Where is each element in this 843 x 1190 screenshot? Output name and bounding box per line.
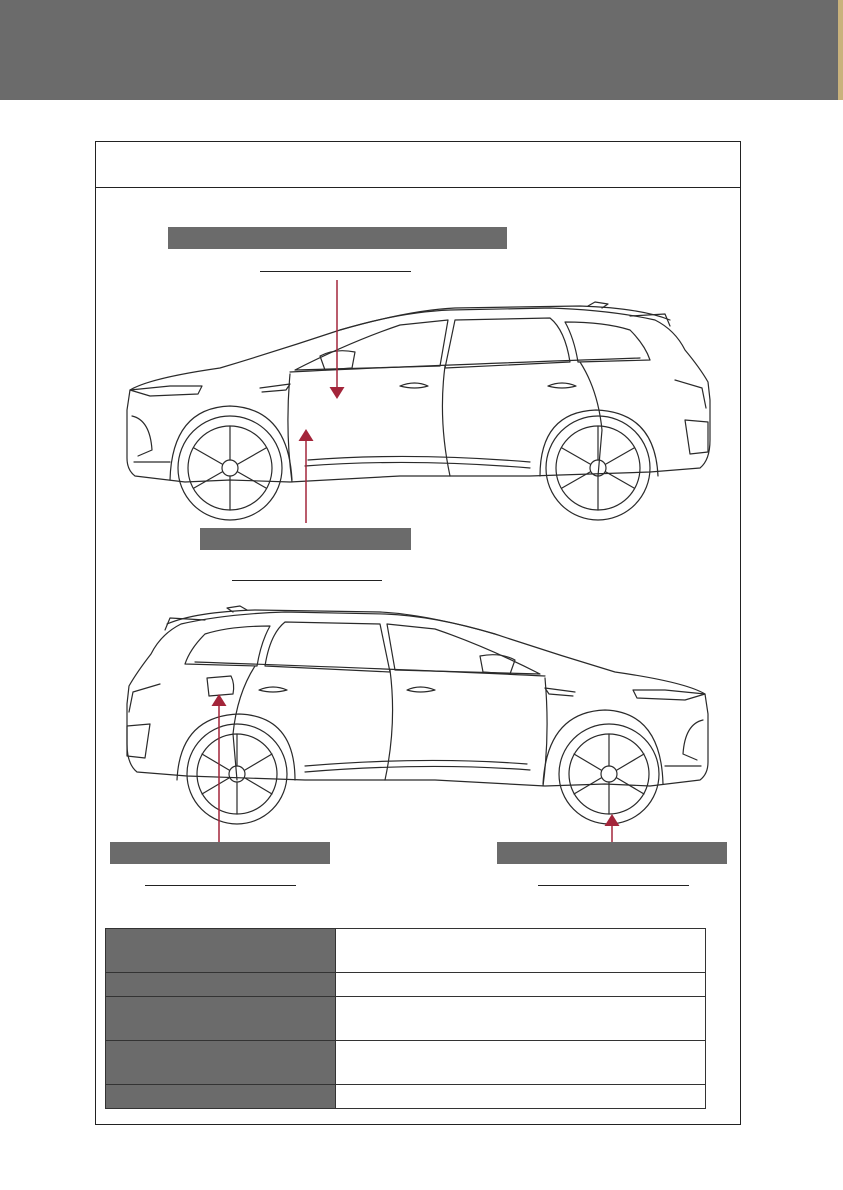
table-row xyxy=(106,1041,706,1085)
table-row xyxy=(106,997,706,1041)
table-key-cell xyxy=(106,997,336,1041)
table-value-cell xyxy=(336,1085,706,1109)
table-value-cell xyxy=(336,973,706,997)
table-value-cell xyxy=(336,929,706,973)
table-key-cell xyxy=(106,1085,336,1109)
table-key-cell xyxy=(106,1041,336,1085)
table-key-cell xyxy=(106,929,336,973)
table-key-cell xyxy=(106,973,336,997)
table-value-cell xyxy=(336,997,706,1041)
table-value-cell xyxy=(336,1041,706,1085)
table-row xyxy=(106,973,706,997)
table-row xyxy=(106,1085,706,1109)
table-row xyxy=(106,929,706,973)
spec-table xyxy=(105,928,706,1109)
